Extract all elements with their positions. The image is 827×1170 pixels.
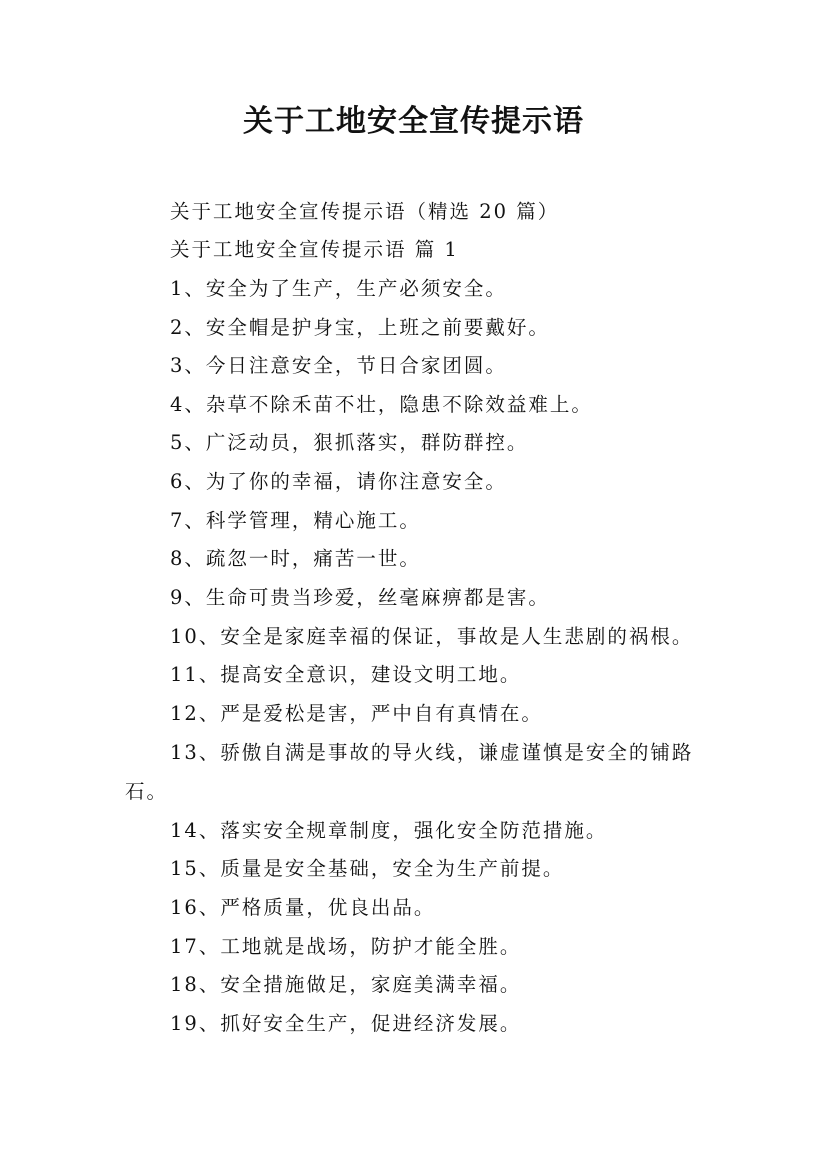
list-item: 4、杂草不除禾苗不壮，隐患不除效益难上。 bbox=[170, 393, 593, 416]
list-item: 17、工地就是战场，防护才能全胜。 bbox=[170, 935, 522, 958]
document-subtitle: 关于工地安全宣传提示语（精选 20 篇） bbox=[170, 200, 560, 223]
list-item: 10、安全是家庭幸福的保证，事故是人生悲剧的祸根。 bbox=[170, 625, 694, 648]
list-item: 9、生命可贵当珍爱，丝毫麻痹都是害。 bbox=[170, 586, 550, 609]
list-item: 7、科学管理，精心施工。 bbox=[170, 509, 421, 532]
document-title: 关于工地安全宣传提示语 bbox=[243, 104, 584, 139]
list-item: 8、疏忽一时，痛苦一世。 bbox=[170, 547, 421, 570]
list-item: 18、安全措施做足，家庭美满幸福。 bbox=[170, 973, 522, 996]
list-item-continuation: 石。 bbox=[125, 780, 169, 803]
list-item: 13、骄傲自满是事故的导火线，谦虚谨慎是安全的铺路 bbox=[170, 741, 694, 764]
list-item: 5、广泛动员，狠抓落实，群防群控。 bbox=[170, 431, 529, 454]
list-item: 6、为了你的幸福，请你注意安全。 bbox=[170, 470, 507, 493]
list-item: 19、抓好安全生产，促进经济发展。 bbox=[170, 1012, 522, 1035]
list-item: 12、严是爱松是害，严中自有真情在。 bbox=[170, 702, 543, 725]
list-item: 2、安全帽是护身宝，上班之前要戴好。 bbox=[170, 316, 550, 339]
list-item: 15、质量是安全基础，安全为生产前提。 bbox=[170, 857, 565, 880]
list-item: 11、提高安全意识，建设文明工地。 bbox=[170, 663, 522, 686]
list-item: 14、落实安全规章制度，强化安全防范措施。 bbox=[170, 819, 608, 842]
list-item: 3、今日注意安全，节日合家团圆。 bbox=[170, 354, 507, 377]
list-item: 16、严格质量，优良出品。 bbox=[170, 896, 436, 919]
section-heading: 关于工地安全宣传提示语 篇 1 bbox=[170, 238, 459, 261]
list-item: 1、安全为了生产，生产必须安全。 bbox=[170, 277, 507, 300]
